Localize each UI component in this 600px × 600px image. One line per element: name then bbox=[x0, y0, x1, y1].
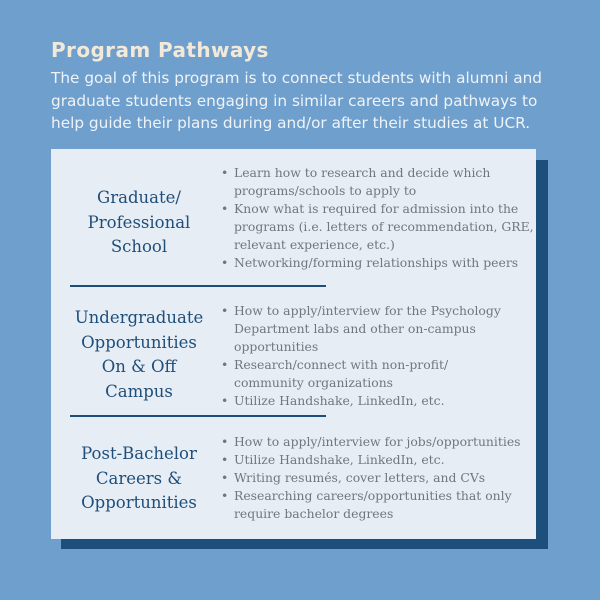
pathways-card bbox=[51, 149, 536, 539]
bullet-line: • Researching careers/opportunities that only bbox=[234, 487, 512, 503]
heading-line: Professional bbox=[87, 212, 191, 232]
bullet-item bbox=[221, 302, 526, 356]
page-title: Program Pathways bbox=[51, 38, 269, 62]
bullet-line: programs/schools to apply to bbox=[234, 182, 417, 198]
bullet-list bbox=[221, 164, 534, 271]
bullet-list bbox=[221, 433, 526, 523]
heading-line: On & Off bbox=[101, 357, 177, 376]
section-heading bbox=[59, 306, 219, 404]
section-heading bbox=[59, 186, 219, 260]
bullet-item bbox=[221, 200, 534, 254]
heading-line: Undergraduate bbox=[74, 308, 204, 327]
intro-line: help guide their plans during and/or after their studies at UCR. bbox=[51, 114, 531, 132]
bullet-line: • How to apply/interview for jobs/opportunities bbox=[234, 434, 521, 449]
heading-line: Opportunities bbox=[81, 332, 197, 352]
bullet-item bbox=[221, 451, 526, 469]
section-divider bbox=[70, 285, 326, 287]
bullet-line: • Know what is required for admission into the bbox=[234, 200, 519, 216]
bullet-line: Department labs and other on-campus bbox=[234, 320, 476, 336]
bullet-line: community organizations bbox=[234, 374, 394, 390]
heading-line: Opportunities bbox=[81, 493, 197, 512]
bullet-line: • How to apply/interview for the Psychology bbox=[234, 303, 501, 318]
bullet-item bbox=[221, 433, 526, 451]
bullet-line: relevant experience, etc.) bbox=[234, 236, 395, 252]
bullet-item bbox=[221, 356, 526, 392]
heading-line: Careers & bbox=[95, 468, 183, 488]
bullet-item bbox=[221, 254, 526, 272]
intro-line: graduate students engaging in similar careers and pathways to bbox=[51, 91, 538, 110]
bullet-line: • Utilize Handshake, LinkedIn, etc. bbox=[234, 392, 445, 408]
heading-line: Graduate/ bbox=[97, 188, 181, 207]
bullet-item bbox=[221, 469, 526, 487]
heading-line: School bbox=[110, 237, 168, 256]
heading-line: Campus bbox=[105, 381, 173, 401]
bullet-item bbox=[221, 164, 526, 200]
bullet-list bbox=[221, 302, 526, 409]
bullet-line: require bachelor degrees bbox=[234, 505, 394, 521]
bullet-line: • Writing resumés, cover letters, and CVs bbox=[234, 469, 486, 485]
bullet-item bbox=[221, 487, 526, 523]
bullet-line: programs (i.e. letters of recommendation, GRE, bbox=[234, 218, 534, 234]
bullet-line: • Research/connect with non-profit/ bbox=[234, 356, 449, 372]
intro-paragraph bbox=[51, 67, 571, 135]
bullet-line: • Utilize Handshake, LinkedIn, etc. bbox=[234, 451, 445, 467]
bullet-item bbox=[221, 392, 526, 410]
section-divider bbox=[70, 415, 326, 417]
heading-line: Post-Bachelor bbox=[81, 444, 197, 463]
section-heading bbox=[59, 442, 219, 516]
bullet-line: • Learn how to research and decide which bbox=[234, 165, 491, 180]
bullet-line: • Networking/forming relationships with peers bbox=[234, 254, 519, 270]
bullet-line: opportunities bbox=[234, 338, 319, 354]
intro-line: The goal of this program is to connect students with alumni and bbox=[51, 69, 542, 87]
